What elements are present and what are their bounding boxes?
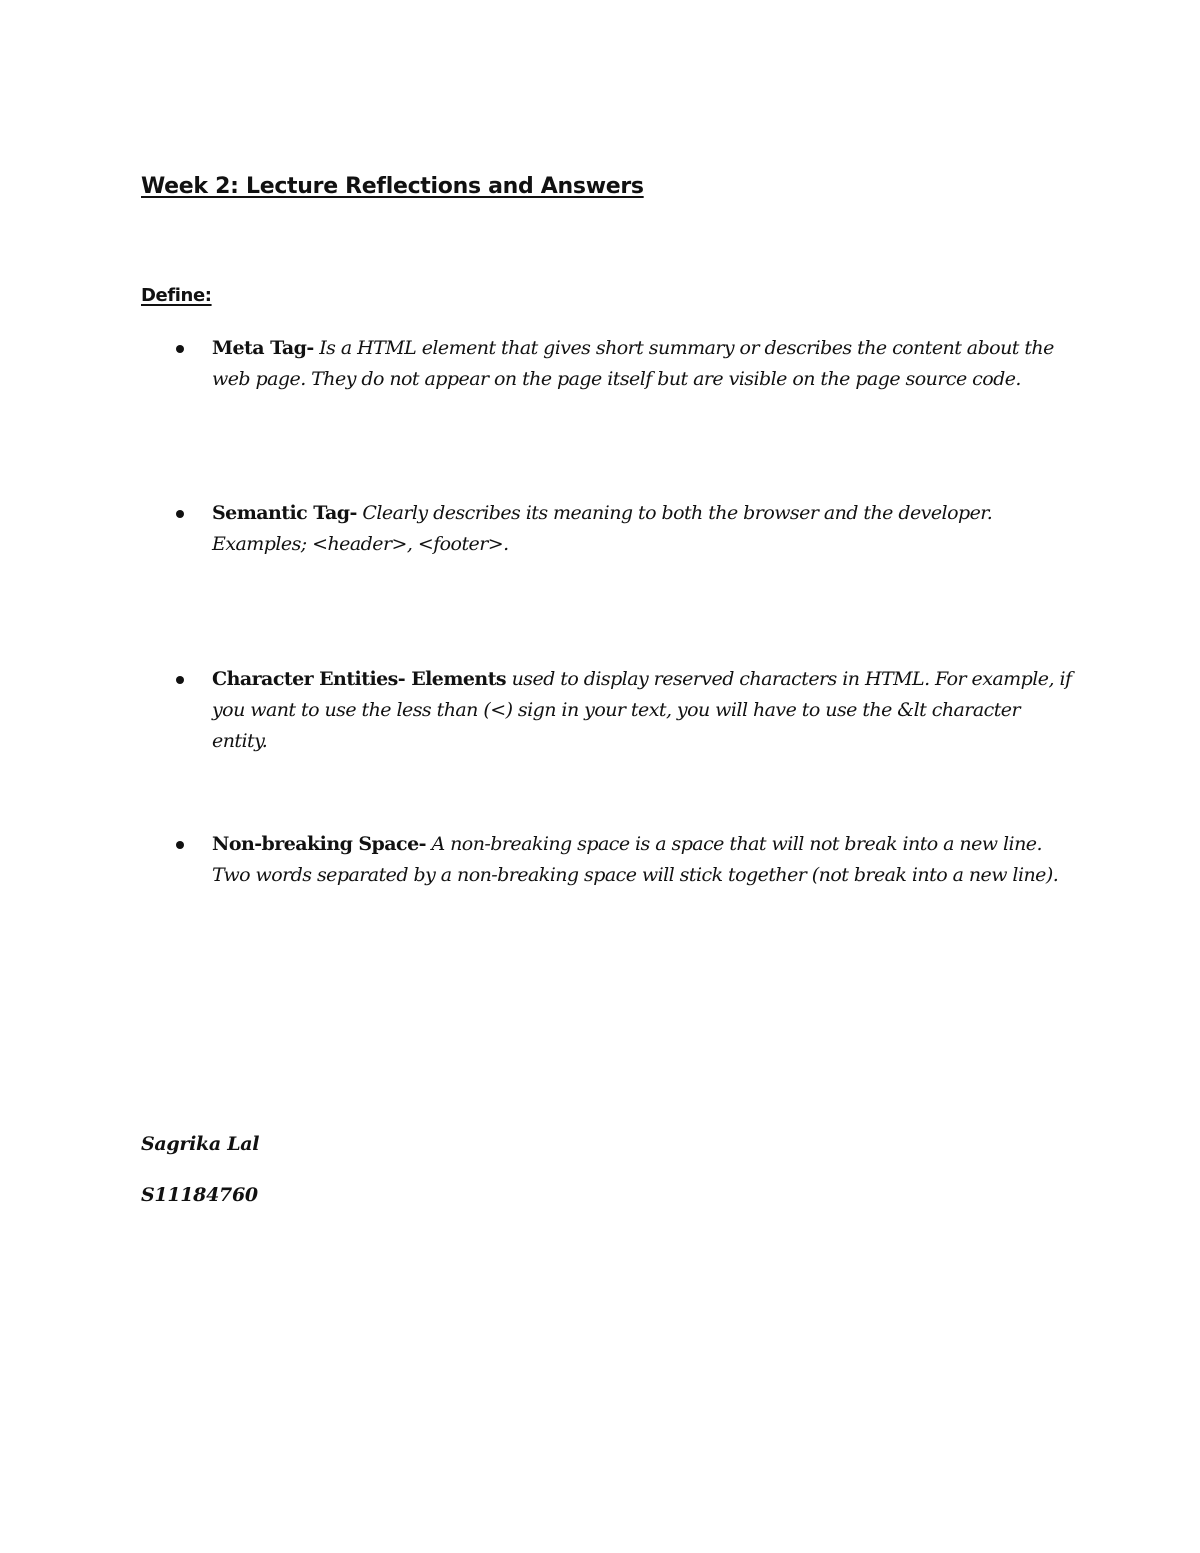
definition-description: A non-breaking space is a space that will not break into a new line. Two words separated by a non-breaking space will stick together (not break into a new line). <box>212 833 1059 886</box>
document-title: Week 2: Lecture Reflections and Answers <box>141 174 644 199</box>
section-label-define: Define: <box>141 285 212 306</box>
definition-term: Non-breaking Space- <box>212 833 426 855</box>
definition-term: Meta Tag- <box>212 337 314 359</box>
definition-item-meta-tag <box>212 333 1072 395</box>
definition-term: Semantic Tag- <box>212 502 357 524</box>
definition-description: Clearly describes its meaning to both the browser and the developer. Examples; <header>, <footer>. <box>212 502 993 555</box>
bullet-icon <box>176 345 184 353</box>
definition-item-semantic-tag <box>212 498 1072 560</box>
bullet-icon <box>176 510 184 518</box>
author-name: Sagrika Lal <box>141 1133 260 1155</box>
bullet-icon <box>176 841 184 849</box>
definition-description: Is a HTML element that gives short summary or describes the content about the web page. They do not appear on the page itself but are visible on the page source code. <box>212 337 1054 390</box>
definition-item-character-entities <box>212 664 1072 757</box>
bullet-icon <box>176 676 184 684</box>
definition-term: Character Entities- Elements <box>212 668 507 690</box>
author-student-id: S11184760 <box>141 1184 258 1206</box>
definition-item-non-breaking-space <box>212 829 1072 891</box>
definition-description: used to display reserved characters in HTML. For example, if you want to use the less than (<) sign in your text, you will have to use the &lt character entity. <box>212 668 1072 752</box>
